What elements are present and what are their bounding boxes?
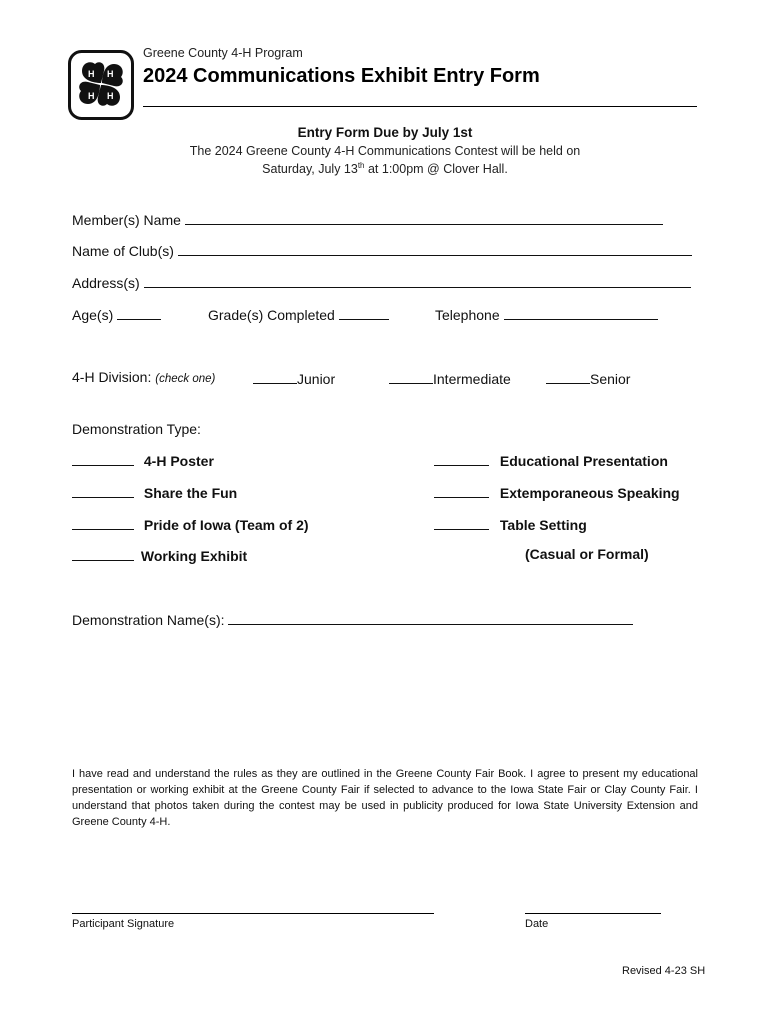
svg-text:H: H [88,91,95,101]
age-field[interactable] [72,305,161,323]
senior-label: Senior [590,371,631,387]
demonstration-names-field[interactable] [72,610,633,628]
club-name-label: Name of Club(s) [72,243,174,259]
demo-checkbox-blank[interactable] [72,451,134,466]
members-name-field[interactable] [72,210,663,228]
age-label: Age(s) [72,307,114,323]
demonstration-names-blank[interactable] [228,610,633,625]
page-title: 2024 Communications Exhibit Entry Form [143,65,540,87]
agreement-statement: I have read and understand the rules as they are outlined in the Greene County Fair Book. I agree to present my educational presentation or working exhibit at the Greene County Fair if selected to advance to the Iowa State Fair or Clay County Fair. I understand that photos taken during the contest may be used in publicity produced for Iowa State University Extension and Greene County 4-H. [72,768,698,828]
svg-text:H: H [107,91,114,101]
division-hint: (check one) [155,373,216,385]
demo-checkbox-blank[interactable] [434,515,489,530]
demo-checkbox-blank[interactable] [434,451,489,466]
address-field[interactable] [72,273,691,291]
4h-clover-logo [68,50,134,120]
title-divider [143,106,697,107]
senior-checkbox-blank[interactable] [546,369,590,384]
demonstration-type-label: Demonstration Type: [72,421,201,437]
program-name: Greene County 4-H Program [143,46,303,60]
demo-option-4h-poster[interactable] [72,451,214,469]
members-name-label: Member(s) Name [72,212,181,228]
demo-option-pride-of-iowa[interactable] [72,515,309,533]
table-setting-note: (Casual or Formal) [525,546,649,562]
address-label: Address(s) [72,275,140,291]
due-date-heading: Entry Form Due by July 1st [297,125,473,140]
svg-text:H: H [107,69,114,79]
demo-option-label: Share the Fun [143,485,238,501]
svg-text:H: H [88,69,95,79]
contest-info-line2: Saturday, July 13th at 1:00pm @ Clover Hall. [262,161,508,177]
address-blank[interactable] [144,273,691,288]
demo-option-label: Table Setting [499,517,587,533]
telephone-field[interactable] [435,305,658,323]
intermediate-checkbox-blank[interactable] [389,369,433,384]
junior-label: Junior [297,371,336,387]
telephone-label: Telephone [435,307,500,323]
junior-checkbox-blank[interactable] [253,369,297,384]
date-label: Date [525,918,549,930]
demonstration-names-label: Demonstration Name(s): [72,612,225,628]
demo-option-label: Extemporaneous Speaking [499,485,680,501]
demo-checkbox-blank[interactable] [434,483,489,498]
telephone-blank[interactable] [504,305,658,320]
participant-signature-line[interactable] [72,913,434,914]
demo-option-extemporaneous-speaking[interactable] [434,483,680,501]
age-blank[interactable] [117,305,161,320]
participant-signature-label: Participant Signature [72,918,175,930]
demo-checkbox-blank[interactable] [72,483,134,498]
demo-option-label: 4-H Poster [143,453,214,469]
contest-info-line1: The 2024 Greene County 4-H Communications Contest will be held on [189,144,581,158]
members-name-blank[interactable] [185,210,663,225]
intermediate-label: Intermediate [433,371,511,387]
club-name-field[interactable] [72,241,692,259]
revision-note: Revised 4-23 SH [622,965,706,977]
demo-option-table-setting[interactable] [434,515,587,533]
division-label: 4-H Division: (check one) [72,369,216,385]
division-intermediate-option[interactable] [389,369,511,387]
demo-checkbox-blank[interactable] [72,546,134,561]
date-line[interactable] [525,913,661,914]
grade-field[interactable] [208,305,389,323]
division-junior-option[interactable] [253,369,335,387]
demo-option-label: Pride of Iowa (Team of 2) [143,517,309,533]
grade-blank[interactable] [339,305,389,320]
demo-checkbox-blank[interactable] [72,515,134,530]
grade-label: Grade(s) Completed [208,307,335,323]
demo-option-educational-presentation[interactable] [434,451,668,469]
demo-option-working-exhibit[interactable] [72,546,247,564]
demo-option-label: Educational Presentation [499,453,668,469]
club-name-blank[interactable] [178,241,692,256]
demo-option-share-the-fun[interactable] [72,483,237,501]
demo-option-label: Working Exhibit [140,548,248,564]
division-senior-option[interactable] [546,369,630,387]
